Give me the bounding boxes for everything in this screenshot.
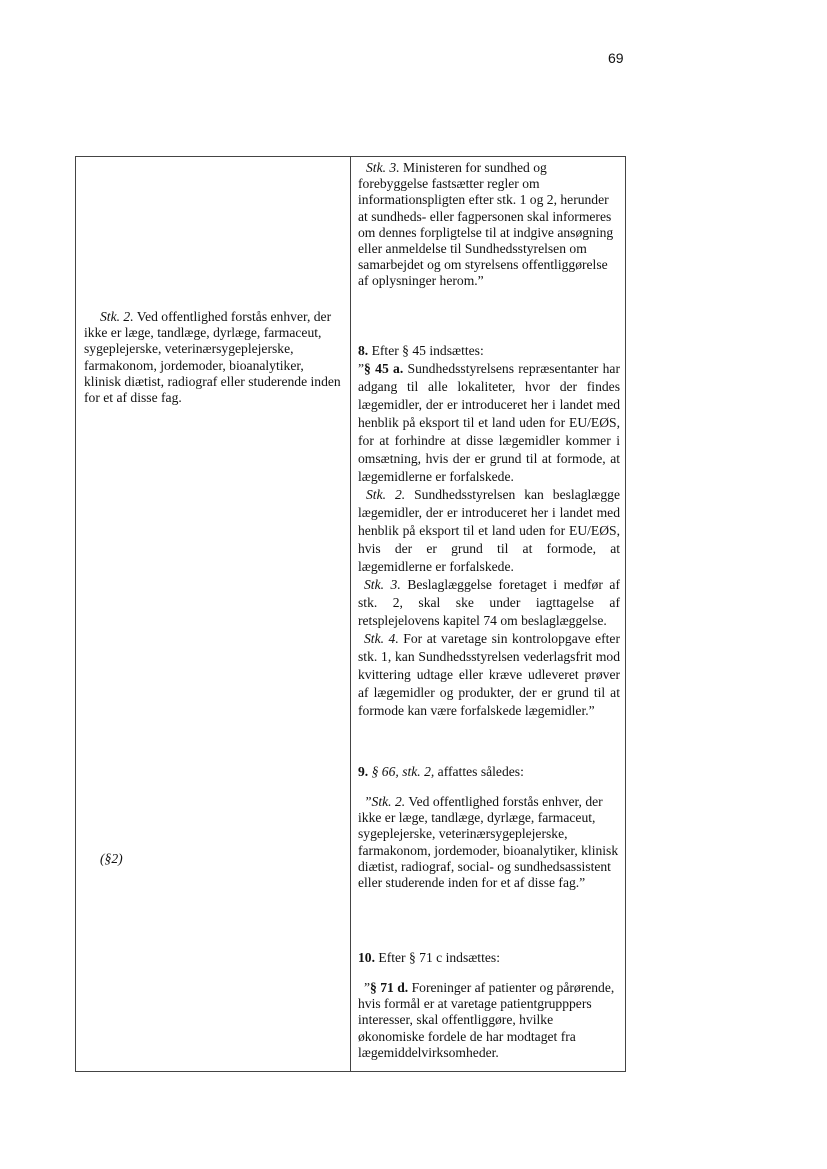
p71d-paragraph: ”§ 71 d. Foreninger af patienter og pårørende, hvis formål er at varetage patientgrupppers interesser, skal offentliggøre, hvilke økonomiske fordele de har modtaget fra lægemiddelvirksomheder. bbox=[358, 980, 615, 1060]
page-number: 69 bbox=[608, 50, 624, 66]
p45a-stk2-paragraph: Stk. 2. Sundhedsstyrelsen kan beslaglægge lægemidler, der er introduceret her i landet med henblik på eksport til et land uden for EU/EØS, hvis der er grund til at formode, at lægemidlerne er forfalskede. bbox=[358, 487, 620, 574]
law-comparison-table bbox=[75, 156, 626, 1072]
stk3-text: Ministeren for sundhed og forebyggelse fastsætter regler om informationspligten efter stk. 1 og 2, herunder at sundheds- eller fagpersonen skal informeres om dennes forpligtelse til at indgive ansøgning eller anmeldelse til Sundhedsstyrelsen om samarbejdet og om styrelsens offentliggørelse af oplysninger herom.” bbox=[358, 160, 614, 289]
current-law-stk2 bbox=[84, 309, 342, 406]
p45a-paragraph: ”§ 45 a. Sundhedsstyrelsens repræsentanter har adgang til alle lokaliteter, hvor der findes lægemidler, der er introduceret her i landet med henblik på eksport til et land uden for EU/EØS, for at forhindre at disse lægemidler kommer i omsætning, hvis der er grund til at formode, at lægemidlerne er forfalskede. bbox=[358, 361, 620, 484]
stk3-paragraph bbox=[358, 160, 620, 290]
item-9-heading: 9. § 66, stk. 2, affattes således: bbox=[358, 764, 524, 779]
item-10-heading: 10. Efter § 71 c indsættes: bbox=[358, 950, 500, 965]
stk3-label: Stk. 3. bbox=[366, 160, 400, 175]
p45a-stk4-paragraph: Stk. 4. For at varetage sin kontrolopgave efter stk. 1, kan Sundhedsstyrelsen vederlagsfrit mod kvittering udtage eller kræve udleveret prøver af lægemidler og produkter, der er grund til at formode kan være forfalskede lægemidler.” bbox=[358, 631, 620, 718]
column-divider bbox=[350, 157, 351, 1071]
stk2-text: Ved offentlighed forstås enhver, der ikke er læge, tandlæge, dyrlæge, farmaceut, sygeplejerske, veterinærsygeplejerske, farmakonom, jordemoder, bioanalytiker, klinisk diætist, radiograf eller studerende inden for et af disse fag. bbox=[84, 309, 341, 406]
item-8-heading: 8. Efter § 45 indsættes: bbox=[358, 343, 484, 358]
p71d-label: § 71 d. bbox=[370, 980, 409, 995]
p45a-stk3-paragraph: Stk. 3. Beslaglæggelse foretaget i medfør af stk. 2, skal ske under iagttagelse af retsplejelovens kapitel 74 om beslaglæggelse. bbox=[358, 577, 620, 628]
p45a-label: § 45 a. bbox=[364, 361, 404, 376]
stk2-label: Stk. 2. bbox=[100, 309, 134, 324]
item-9-stk2-paragraph: ”Stk. 2. Ved offentlighed forstås enhver, der ikke er læge, tandlæge, dyrlæge, farmaceut, sygeplejerske, veterinærsygeplejerske, farmakonom, jordemoder, bioanalytiker, klinisk diætist, radiograf, social- og sundhedsassistent eller studerende inden for et af disse fag.” bbox=[358, 794, 619, 891]
item-8-body bbox=[358, 360, 620, 720]
section-reference: (§2) bbox=[100, 851, 123, 866]
